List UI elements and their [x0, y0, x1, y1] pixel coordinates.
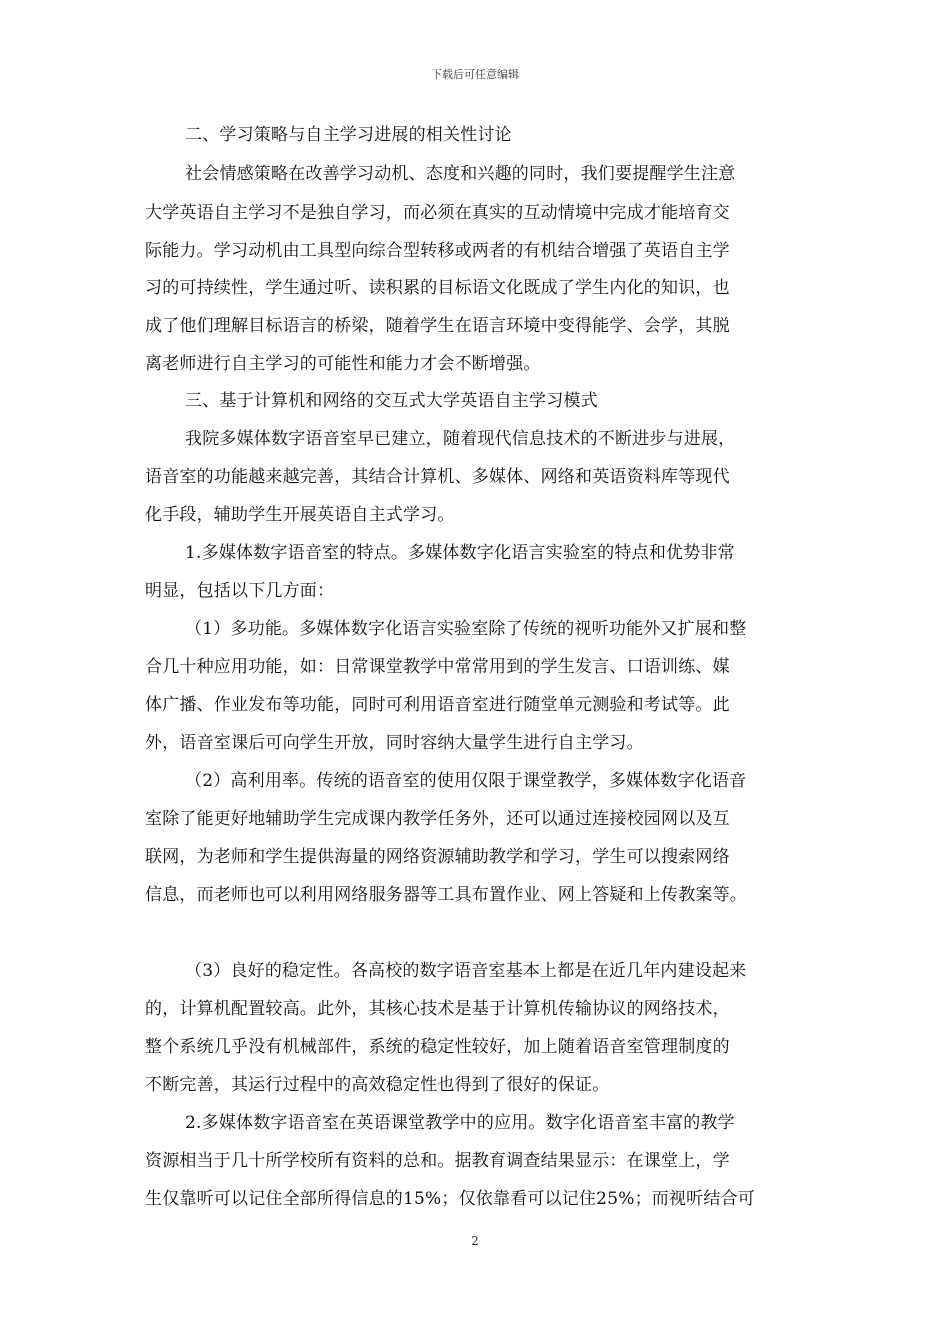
paragraph-line: （2）高利用率。传统的语音室的使用仅限于课堂教学，多媒体数字化语音 — [185, 771, 747, 791]
paragraph-line: 资源相当于几十所学校所有资料的总和。据教育调查结果显示：在课堂上，学 — [145, 1151, 730, 1171]
paragraph-line: 联网，为老师和学生提供海量的网络资源辅助教学和学习，学生可以搜索网络 — [145, 847, 730, 867]
paragraph-line: 语音室的功能越来越完善，其结合计算机、多媒体、网络和英语资料库等现代 — [145, 467, 730, 487]
paragraph-line: 社会情感策略在改善学习动机、态度和兴趣的同时，我们要提醒学生注意 — [185, 164, 736, 184]
paragraph-line: 际能力。学习动机由工具型向综合型转移或两者的有机结合增强了英语自主学 — [145, 241, 730, 261]
paragraph-line: 的，计算机配置较高。此外，其核心技术是基于计算机传输协议的网络技术， — [145, 999, 730, 1019]
paragraph-line: 离老师进行自主学习的可能性和能力才会不断增强。 — [145, 354, 541, 374]
paragraph-line: 明显，包括以下几方面： — [145, 581, 335, 601]
paragraph-line: 室除了能更好地辅助学生完成课内教学任务外，还可以通过连接校园网以及互 — [145, 809, 730, 829]
paragraph-line: 2.多媒体数字语音室在英语课堂教学中的应用。数字化语音室丰富的教学 — [185, 1113, 735, 1133]
paragraph-line: 外，语音室课后可向学生开放，同时容纳大量学生进行自主学习。 — [145, 733, 644, 753]
paragraph-line: 生仅靠听可以记住全部所得信息的15%；仅依靠看可以记住25%；而视听结合可 — [145, 1189, 755, 1209]
section-heading-2: 二、学习策略与自主学习进展的相关性讨论 — [185, 125, 512, 145]
page-number: 2 — [471, 1234, 479, 1248]
paragraph-line: 体广播、作业发布等功能，同时可利用语音室进行随堂单元测验和考试等。此 — [145, 695, 730, 715]
paragraph-line: 成了他们理解目标语言的桥梁，随着学生在语言环境中变得能学、会学，其脱 — [145, 316, 730, 336]
paragraph-line: 大学英语自主学习不是独自学习，而必须在真实的互动情境中完成才能培育交 — [145, 203, 730, 223]
paragraph-line: 我院多媒体数字语音室早已建立，随着现代信息技术的不断进步与进展， — [185, 429, 736, 449]
paragraph-line: 合几十种应用功能，如：日常课堂教学中常常用到的学生发言、口语训练、媒 — [145, 657, 730, 677]
paragraph-line: 化手段，辅助学生开展英语自主式学习。 — [145, 505, 455, 525]
paragraph-line: 1.多媒体数字语音室的特点。多媒体数字化语言实验室的特点和优势非常 — [185, 543, 735, 563]
paragraph-line: 不断完善，其运行过程中的高效稳定性也得到了很好的保证。 — [145, 1075, 610, 1095]
paragraph-line: 习的可持续性，学生通过听、读积累的目标语文化既成了学生内化的知识，也 — [145, 278, 730, 298]
page-header: 下载后可任意编辑 — [431, 68, 519, 81]
section-heading-3: 三、基于计算机和网络的交互式大学英语自主学习模式 — [185, 391, 598, 411]
paragraph-line: （3）良好的稳定性。各高校的数字语音室基本上都是在近几年内建设起来 — [185, 961, 747, 981]
paragraph-line: （1）多功能。多媒体数字化语言实验室除了传统的视听功能外又扩展和整 — [185, 619, 747, 639]
paragraph-line: 整个系统几乎没有机械部件，系统的稳定性较好，加上随着语音室管理制度的 — [145, 1037, 730, 1057]
paragraph-line: 信息，而老师也可以利用网络服务器等工具布置作业、网上答疑和上传教案等。 — [145, 885, 747, 905]
